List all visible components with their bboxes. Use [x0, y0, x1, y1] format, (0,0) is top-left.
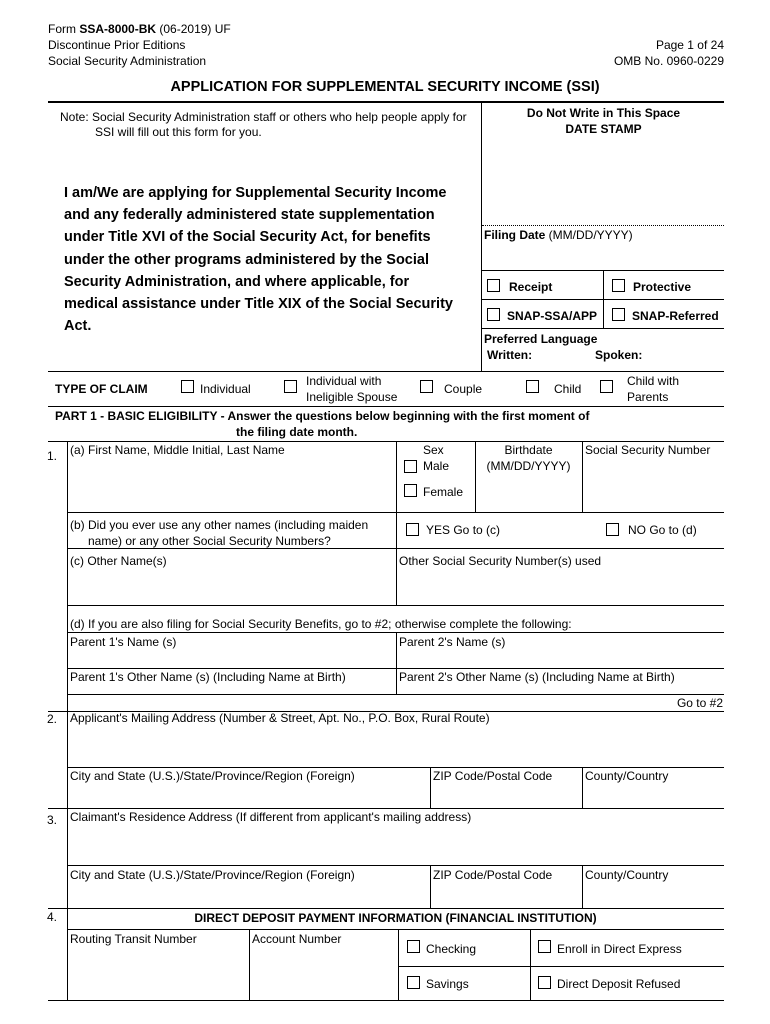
birthdate-label: Birthdate [504, 443, 553, 457]
enroll-direct-express-label: Enroll in Direct Express [557, 942, 682, 956]
applicant-statement: I am/We are applying for Supplemental Security Income and any federally administered state supplementation under Title XVI of the Social Security Act, for benefits under the other programs administered by the Social Security Administration, and where applicable, for medical assistance under Title XIX of the Social Security Act. [64, 185, 453, 335]
other-names-input[interactable] [70, 571, 392, 603]
preferred-language-label: Preferred Language [484, 332, 598, 346]
written-label: Written: [487, 348, 533, 362]
q2-county-label: County/Country [585, 769, 669, 783]
omb-number: OMB No. 0960-0229 [613, 54, 724, 68]
form-prefix: Form [48, 22, 80, 36]
parent2-name-input[interactable] [399, 651, 721, 667]
q1-number-column [67, 441, 68, 711]
applicant-name-input[interactable] [70, 460, 392, 510]
checking-checkbox[interactable] [407, 940, 420, 953]
parents-divider [396, 632, 397, 694]
claim-child-parents-line2: Parents [627, 390, 669, 404]
checking-label: Checking [426, 942, 477, 956]
other-names-yes-checkbox[interactable] [406, 523, 419, 536]
female-checkbox[interactable] [404, 484, 417, 497]
q2-city-label: City and State (U.S.)/State/Province/Region (Foreign) [70, 769, 355, 783]
q1c-rule [67, 548, 724, 549]
q2-city-rule [67, 767, 724, 768]
account-divider [398, 929, 399, 1000]
title-rule [48, 101, 724, 103]
q3-city-rule [67, 865, 724, 866]
savings-checkbox[interactable] [407, 976, 420, 989]
male-label: Male [423, 459, 450, 473]
part1-rule [48, 406, 724, 407]
part1-heading-line1: PART 1 - BASIC ELIGIBILITY - Answer the questions below beginning with the first moment of [55, 409, 590, 423]
language-rule [482, 328, 724, 329]
parent1-name-input[interactable] [70, 651, 392, 667]
deposit-refused-label: Direct Deposit Refused [557, 977, 681, 991]
q1d-label: (d) If you are also filing for Social Security Benefits, go to #2; otherwise complete the following: [70, 617, 572, 631]
account-label: Account Number [252, 932, 342, 946]
q1-number: 1. [47, 449, 58, 463]
enroll-direct-express-checkbox[interactable] [538, 940, 551, 953]
account-input[interactable] [252, 950, 395, 998]
q2-number: 2. [47, 712, 58, 726]
savings-label: Savings [426, 977, 469, 991]
q1-sex-divider [396, 441, 397, 512]
claim-individual-checkbox[interactable] [181, 380, 194, 393]
part1-heading-line2: the filing date month. [236, 425, 358, 439]
birthdate-format: (MM/DD/YYYY) [486, 459, 571, 473]
claim-type-label: TYPE OF CLAIM [55, 382, 148, 396]
snap-rule [482, 299, 724, 300]
mailing-address-input[interactable] [70, 728, 720, 764]
residence-address-input[interactable] [70, 827, 720, 863]
q3-top-rule [48, 808, 724, 809]
q3-address-label: Claimant's Residence Address (If different from applicant's mailing address) [70, 810, 472, 824]
spoken-label: Spoken: [595, 348, 643, 362]
q2-county-divider [582, 767, 583, 808]
q2-zip-label: ZIP Code/Postal Code [433, 769, 553, 783]
claim-child-checkbox[interactable] [526, 380, 539, 393]
parent2-name-label: Parent 2's Name (s) [399, 635, 506, 649]
q4-heading: DIRECT DEPOSIT PAYMENT INFORMATION (FINANCIAL INSTITUTION) [194, 911, 597, 925]
do-not-write-label: Do Not Write in This Space [526, 106, 681, 120]
form-date: (06-2019) UF [156, 22, 231, 36]
other-ssn-label: Other Social Security Number(s) used [399, 554, 602, 568]
q4-number: 4. [47, 910, 58, 924]
q1-ssn-divider [582, 441, 583, 512]
other-names-no-checkbox[interactable] [606, 523, 619, 536]
protective-label: Protective [633, 280, 692, 294]
claim-couple-label: Couple [444, 382, 483, 396]
go-to-2-text: Go to #2 [676, 696, 723, 710]
parents-other-rule [67, 668, 724, 669]
claim-ineligible-spouse-line1: Individual with [306, 374, 382, 388]
q4-options-rule [398, 966, 724, 967]
female-label: Female [423, 485, 464, 499]
routing-input[interactable] [70, 950, 246, 998]
receipt-label: Receipt [509, 280, 553, 294]
q4-bottom-rule [48, 1000, 724, 1001]
q1d-rule [67, 605, 724, 606]
q1c-label: (c) Other Name(s) [70, 554, 167, 568]
parent1-name-label: Parent 1's Name (s) [70, 635, 177, 649]
receipt-checkbox[interactable] [487, 279, 500, 292]
filing-date-input[interactable] [484, 244, 722, 268]
discontinue-text: Discontinue Prior Editions [48, 38, 186, 52]
parent1-other-label: Parent 1's Other Name (s) (Including Name at Birth) [70, 670, 346, 684]
claim-type-rule [48, 371, 724, 372]
sex-label: Sex [423, 443, 444, 457]
claim-couple-checkbox[interactable] [420, 380, 433, 393]
agency-name: Social Security Administration [48, 54, 207, 68]
snap-ssa-app-checkbox[interactable] [487, 308, 500, 321]
note-body: Note: Social Security Administration staff or others who help people apply for SSI will fill out this form for you. [60, 110, 467, 139]
q2-number-column [67, 711, 68, 808]
other-names-no-label: NO Go to (d) [628, 523, 697, 537]
routing-divider [249, 929, 250, 1000]
protective-checkbox[interactable] [612, 279, 625, 292]
q3-number-column [67, 808, 68, 908]
form-title: APPLICATION FOR SUPPLEMENTAL SECURITY INCOME (SSI) [170, 79, 600, 95]
claim-individual-label: Individual [200, 382, 251, 396]
q3-county-divider [582, 865, 583, 908]
q2-zip-divider [430, 767, 431, 808]
filing-date-format: (MM/DD/YYYY) [545, 228, 633, 242]
snap-referred-label: SNAP-Referred [632, 309, 719, 323]
deposit-refused-checkbox[interactable] [538, 976, 551, 989]
note-text [60, 110, 475, 140]
q3-zip-divider [430, 865, 431, 908]
ssn-label: Social Security Number [585, 443, 711, 457]
snap-ssa-app-label: SNAP-SSA/APP [507, 309, 598, 323]
deposit-options-divider [530, 929, 531, 1000]
q2-address-label: Applicant's Mailing Address (Number & Street, Apt. No., P.O. Box, Rural Route) [70, 711, 490, 725]
q3-number: 3. [47, 813, 58, 827]
snap-referred-checkbox[interactable] [612, 308, 625, 321]
q1b-label-line1: (b) Did you ever use any other names (including maiden [70, 518, 369, 532]
q3-city-label: City and State (U.S.)/State/Province/Region (Foreign) [70, 868, 355, 882]
q4-heading-rule [67, 929, 724, 930]
filing-date-label [484, 228, 633, 243]
claim-ineligible-spouse-checkbox[interactable] [284, 380, 297, 393]
q4-top-rule [48, 908, 724, 909]
routing-label: Routing Transit Number [70, 932, 197, 946]
form-number [48, 22, 231, 37]
claim-child-label: Child [554, 382, 582, 396]
date-stamp-label: DATE STAMP [565, 122, 642, 136]
q1b-label-line2: name) or any other Social Security Numbers? [88, 534, 331, 548]
filing-date-title: Filing Date [484, 228, 546, 242]
parent2-other-label: Parent 2's Other Name (s) (Including Name at Birth) [399, 670, 675, 684]
other-names-yes-label: YES Go to (c) [426, 523, 501, 537]
q1-top-rule [48, 441, 724, 442]
claim-ineligible-spouse-line2: Ineligible Spouse [306, 390, 398, 404]
go-to-2-rule [67, 694, 724, 695]
claim-child-parents-line1: Child with [627, 374, 680, 388]
q1a-label: (a) First Name, Middle Initial, Last Name [70, 443, 285, 457]
ssn-input[interactable] [585, 460, 722, 510]
male-checkbox[interactable] [404, 460, 417, 473]
office-use-divider [481, 101, 482, 371]
q1b-divider [396, 512, 397, 605]
filing-date-rule [482, 225, 724, 226]
other-ssn-input[interactable] [399, 571, 721, 603]
birthdate-input[interactable] [478, 478, 578, 510]
page-number: Page 1 of 24 [655, 38, 724, 52]
claim-child-parents-checkbox[interactable] [600, 380, 613, 393]
form-id: SSA-8000-BK [79, 22, 157, 36]
q3-county-label: County/Country [585, 868, 669, 882]
q3-zip-label: ZIP Code/Postal Code [433, 868, 553, 882]
